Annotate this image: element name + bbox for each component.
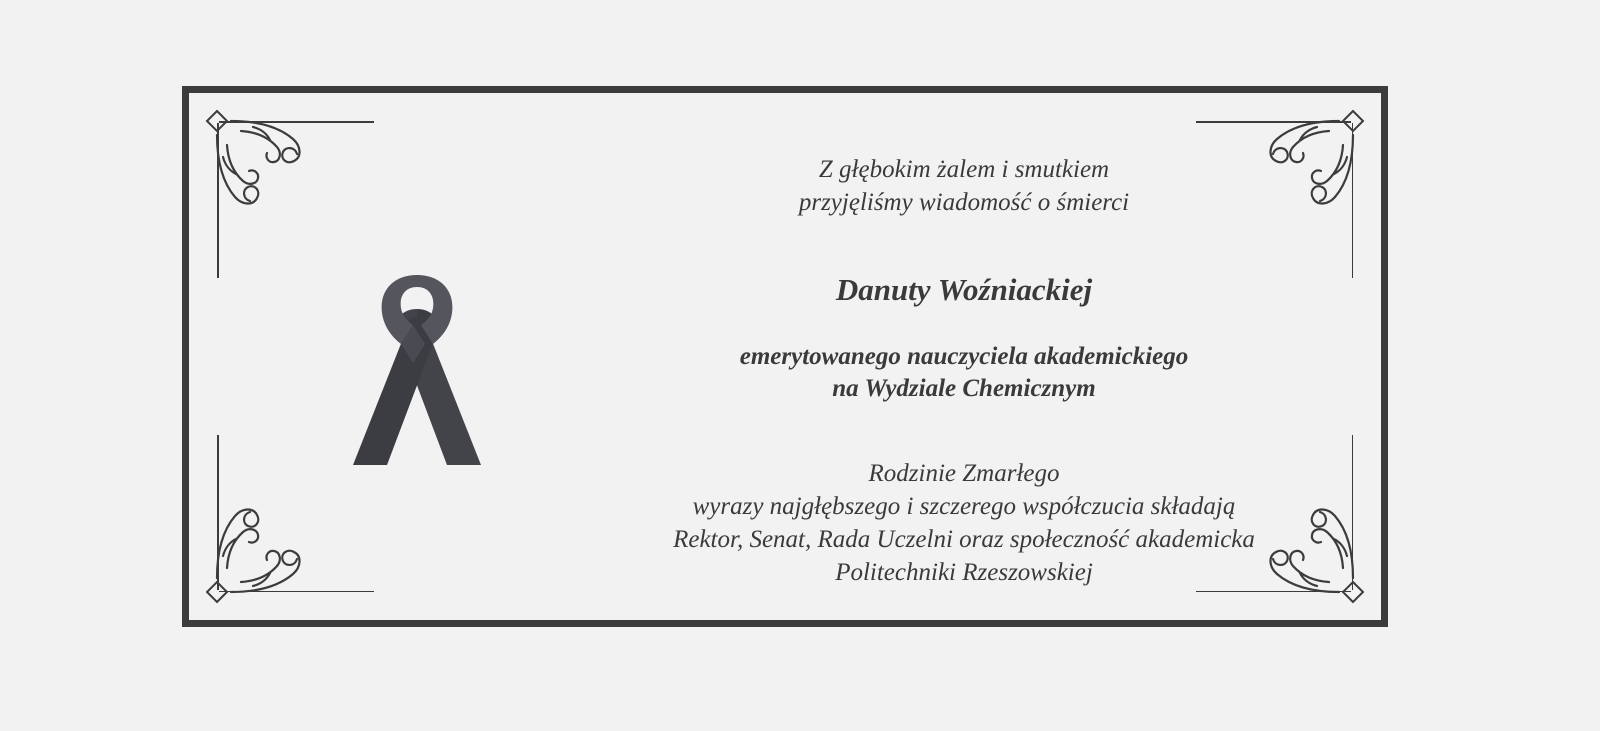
intro-text xyxy=(569,153,1359,219)
intro-line-2: przyjęliśmy wiadomość o śmierci xyxy=(798,189,1130,216)
role-text xyxy=(569,341,1359,405)
mourning-ribbon-icon xyxy=(297,243,537,483)
role-line-1: emerytowanego nauczyciela akademickiego xyxy=(739,343,1189,370)
role-line-2: na Wydziale Chemicznym xyxy=(832,375,1096,402)
deceased-name: Danuty Woźniackiej xyxy=(835,272,1093,307)
notice-text-block xyxy=(569,153,1359,589)
condolence-line-2: wyrazy najgłębszego i szczerego współczucia składają xyxy=(692,493,1236,520)
condolence-line-3: Rektor, Senat, Rada Uczelni oraz społeczność akademicka xyxy=(673,526,1255,553)
condolence-line-4: Politechniki Rzeszowskiej xyxy=(835,559,1093,586)
condolence-line-1: Rodzinie Zmarłego xyxy=(868,460,1060,487)
intro-line-1: Z głębokim żalem i smutkiem xyxy=(818,156,1110,183)
condolence-text xyxy=(569,457,1359,589)
obituary-card xyxy=(182,86,1388,627)
